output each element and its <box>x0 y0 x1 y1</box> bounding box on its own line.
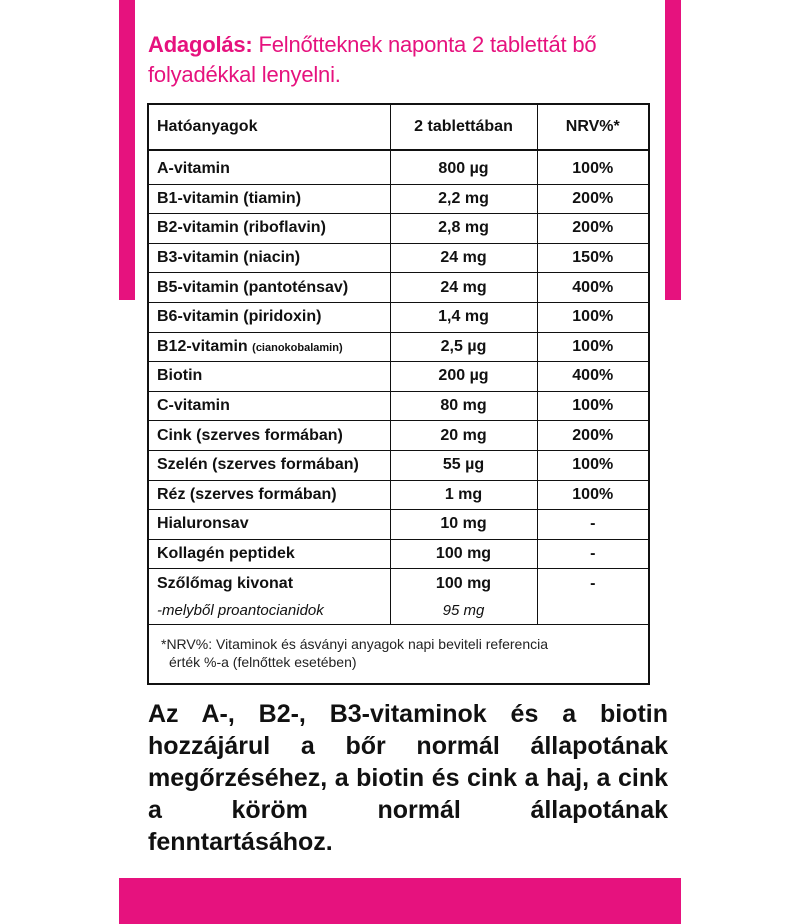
ingredient-amount: 55 µg <box>390 450 537 480</box>
health-claim: Az A-, B2-, B3-vitaminok és a biotin hozzájárul a bőr normál állapotának megőrzéséhez, a biotin és cink a haj, a cink a köröm normál állapotának fenntartásához. <box>148 700 668 856</box>
table-row <box>149 362 648 392</box>
ingredient-nrv: 100% <box>537 480 648 510</box>
table-row <box>149 214 648 244</box>
ingredient-name: Réz (szerves formában) <box>149 480 390 510</box>
table-row <box>149 450 648 480</box>
ingredient-name-note: (cianokobalamin) <box>252 341 343 354</box>
ingredient-nrv: 400% <box>537 273 648 303</box>
ingredient-name: C-vitamin <box>149 391 390 421</box>
nrv-footnote <box>149 624 648 683</box>
table-row <box>149 510 648 540</box>
ingredient-name: B2-vitamin (riboflavin) <box>149 214 390 244</box>
ingredient-amount: 100 mg <box>390 569 537 598</box>
ingredient-name: Szelén (szerves formában) <box>149 450 390 480</box>
pink-background-bottom <box>119 878 681 924</box>
table-row <box>149 332 648 362</box>
table-row <box>149 569 648 598</box>
ingredient-amount: 20 mg <box>390 421 537 451</box>
ingredient-subnrv <box>537 598 648 624</box>
ingredient-nrv: 200% <box>537 214 648 244</box>
table-row <box>149 302 648 332</box>
ingredient-name: A-vitamin <box>149 150 390 184</box>
table-subrow <box>149 598 648 624</box>
table-header-row <box>149 105 648 150</box>
ingredient-amount: 1,4 mg <box>390 302 537 332</box>
ingredient-nrv: 200% <box>537 421 648 451</box>
dosage-instructions <box>148 30 658 90</box>
table-row <box>149 243 648 273</box>
header-amount: 2 tablettában <box>390 105 537 150</box>
ingredient-amount: 1 mg <box>390 480 537 510</box>
footnote-line-2: érték %-a (felnőttek esetében) <box>169 653 357 670</box>
table-row <box>149 391 648 421</box>
ingredient-subname: -melyből proantocianidok <box>149 598 390 624</box>
table-row <box>149 421 648 451</box>
footnote-line-1: *NRV%: Vitaminok és ásványi anyagok napi beviteli referencia <box>161 635 549 652</box>
header-nrv: NRV%* <box>537 105 648 150</box>
ingredient-amount: 200 µg <box>390 362 537 392</box>
table-row <box>149 273 648 303</box>
ingredient-amount: 24 mg <box>390 273 537 303</box>
ingredient-nrv: 100% <box>537 150 648 184</box>
ingredient-name: Hialuronsav <box>149 510 390 540</box>
ingredient-name: Cink (szerves formában) <box>149 421 390 451</box>
ingredient-name: B3-vitamin (niacin) <box>149 243 390 273</box>
ingredient-nrv: 150% <box>537 243 648 273</box>
table-row <box>149 480 648 510</box>
dosage-text: Felnőtteknek naponta 2 tablettát bő folyadékkal lenyelni. <box>148 32 597 87</box>
table-row <box>149 539 648 569</box>
ingredient-amount: 80 mg <box>390 391 537 421</box>
ingredient-nrv: - <box>590 574 596 592</box>
ingredient-amount: 2,5 µg <box>390 332 537 362</box>
ingredient-amount: 10 mg <box>390 510 537 540</box>
ingredient-name: B1-vitamin (tiamin) <box>149 184 390 214</box>
nutrition-table <box>147 103 650 685</box>
ingredient-subamount: 95 mg <box>390 598 537 624</box>
ingredient-name: Biotin <box>149 362 390 392</box>
ingredient-nrv: 100% <box>537 302 648 332</box>
table-row <box>149 184 648 214</box>
dosage-label: Adagolás: <box>148 32 253 57</box>
ingredient-amount: 100 mg <box>390 539 537 569</box>
ingredient-name <box>149 332 390 362</box>
ingredient-nrv: 400% <box>537 362 648 392</box>
ingredient-amount: 24 mg <box>390 243 537 273</box>
ingredient-nrv: 100% <box>537 450 648 480</box>
header-ingredients: Hatóanyagok <box>149 105 390 150</box>
ingredient-name-main: B12-vitamin <box>157 337 248 355</box>
ingredient-name: B6-vitamin (piridoxin) <box>149 302 390 332</box>
ingredient-nrv: 100% <box>537 332 648 362</box>
ingredient-amount: 2,8 mg <box>390 214 537 244</box>
ingredient-nrv: - <box>537 539 648 569</box>
ingredient-name: Szőlőmag kivonat <box>149 569 390 598</box>
ingredient-nrv: 200% <box>537 184 648 214</box>
table-row <box>149 150 648 184</box>
ingredient-amount: 2,2 mg <box>390 184 537 214</box>
ingredient-nrv: - <box>537 510 648 540</box>
ingredient-nrv: 100% <box>537 391 648 421</box>
ingredient-name: B5-vitamin (pantoténsav) <box>149 273 390 303</box>
ingredient-name: Kollagén peptidek <box>149 539 390 569</box>
ingredient-amount: 800 µg <box>390 150 537 184</box>
